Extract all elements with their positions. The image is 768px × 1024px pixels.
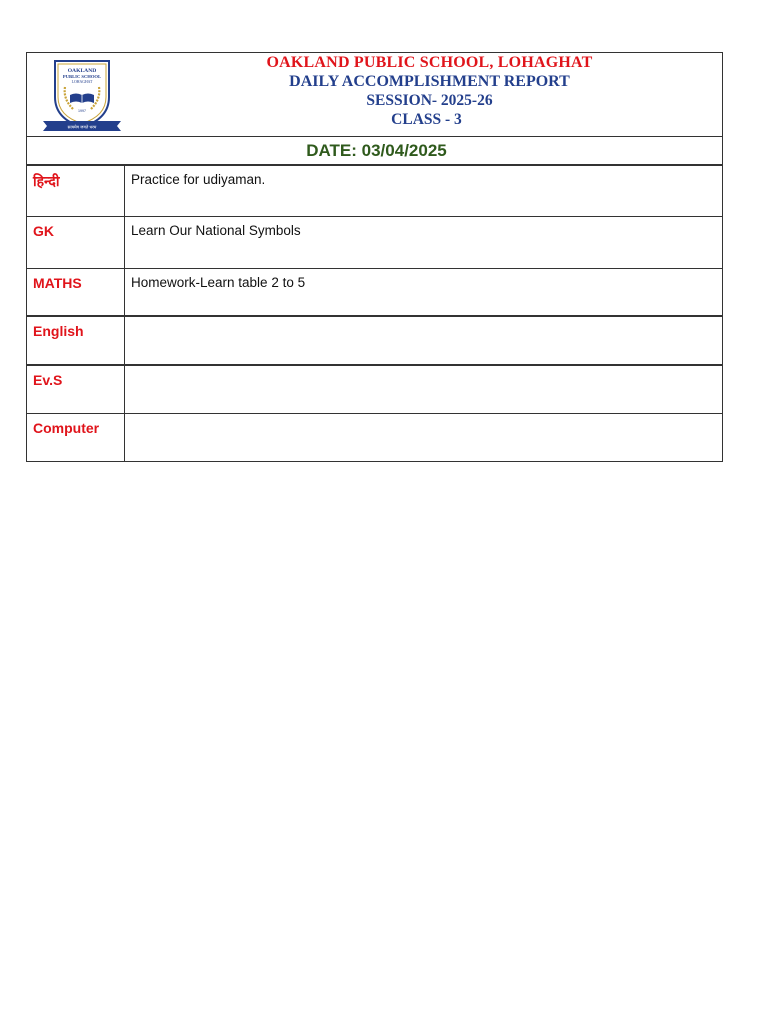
subject-task: Learn Our National Symbols (131, 223, 301, 238)
subject-row-computer (27, 414, 722, 461)
subject-row-evs (27, 366, 722, 414)
svg-text:1997: 1997 (78, 109, 86, 113)
subject-label: MATHS (27, 269, 125, 315)
subject-row-maths (27, 269, 722, 317)
report-date: DATE: 03/04/2025 (27, 137, 722, 166)
school-logo (37, 57, 127, 133)
subject-label: Computer (27, 414, 125, 461)
school-name: OAKLAND PUBLIC SCHOOL, LOHAGHAT (266, 54, 593, 71)
subject-row-english (27, 317, 722, 366)
subject-task (125, 317, 722, 364)
subject-row-gk (27, 217, 722, 269)
subject-row-hindi (27, 166, 722, 217)
svg-text:LOHAGHAT: LOHAGHAT (71, 80, 93, 84)
subject-task (125, 414, 722, 461)
subject-label: GK (27, 217, 125, 268)
subject-task: Homework-Learn table 2 to 5 (131, 275, 306, 290)
subject-task (125, 366, 722, 413)
report-header (27, 53, 722, 137)
svg-text:PUBLIC SCHOOL: PUBLIC SCHOOL (62, 74, 102, 79)
svg-text:OAKLAND: OAKLAND (67, 68, 97, 74)
class-label: CLASS - 3 (391, 111, 462, 128)
session-label: SESSION- 2025-26 (366, 92, 493, 109)
subject-label: Ev.S (27, 366, 125, 413)
svg-text:सत्यमेव जयते धरम: सत्यमेव जयते धरम (67, 124, 97, 130)
subject-label: हिन्दी (27, 166, 125, 216)
report-title: DAILY ACCOMPLISHMENT REPORT (289, 73, 570, 90)
subject-task: Practice for udiyaman. (131, 172, 266, 187)
subject-label: English (27, 317, 125, 364)
daily-report-table (26, 52, 723, 462)
